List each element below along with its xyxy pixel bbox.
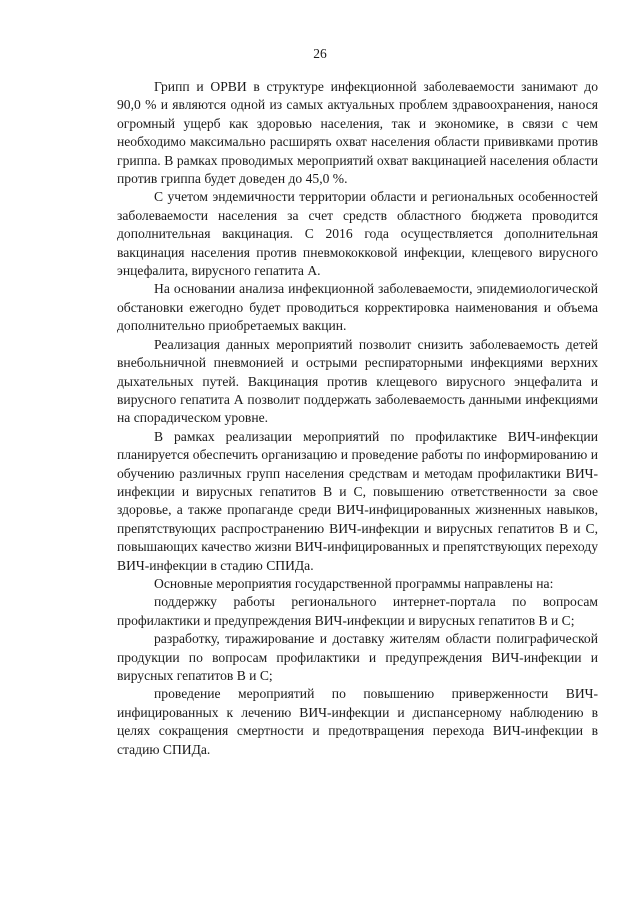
- list-item-printed-materials: разработку, тиражирование и доставку жителям области полиграфической продукции по вопросам профилактики и предупреждения ВИЧ-инфекции и вирусных гепатитов В и С;: [117, 631, 598, 683]
- list-item-treatment-adherence: проведение мероприятий по повышению приверженности ВИЧ-инфицированных к лечению ВИЧ-инфекции и диспансерному наблюдению в целях сокращения смертности и предотвращения перехода ВИЧ-инфекции в стадию СПИДа.: [117, 686, 598, 757]
- paragraph-additional-vaccination: С учетом эндемичности территории области и региональных особенностей заболеваемости населения за счет средств областного бюджета проводится дополнительная вакцинация. С 2016 года осуществляется дополнительная вакцинация населения против пневмококковой инфекции, клещевого вирусного энцефалита, вирусного гепатита А.: [117, 189, 598, 279]
- paragraph-main-activities-intro: Основные мероприятия государственной программы направлены на:: [154, 575, 554, 591]
- body-text: [117, 78, 598, 759]
- list-item-internet-portal: поддержку работы регионального интернет-портала по вопросам профилактики и предупреждения ВИЧ-инфекции и вирусных гепатитов В и С;: [117, 594, 598, 628]
- paragraph-vaccine-adjustment: На основании анализа инфекционной заболеваемости, эпидемиологической обстановки ежегодно будет проводиться корректировка наименования и объема дополнительно приобретаемых вакцин.: [117, 281, 598, 334]
- page-number: 26: [313, 46, 327, 61]
- paragraph-expected-results: Реализация данных мероприятий позволит снизить заболеваемость детей внебольничной пневмонией и острыми респираторными инфекциями верхних дыхательных путей. Вакцинация против клещевого вирусного энцефалита и вирусного гепатита А позволит поддержать заболеваемость данными инфекциями на спорадическом уровне.: [117, 336, 598, 426]
- paragraph-influenza: Грипп и ОРВИ в структуре инфекционной заболеваемости занимают до 90,0 % и являются одной из самых актуальных проблем здравоохранения, нанося огромный ущерб как здоровью населения, так и экономике, в связи с чем необходимо максимально расширять охват населения области прививками против гриппа. В рамках проводимых мероприятий охват вакцинацией населения области против гриппа будет доведен до 45,0 %.: [117, 79, 598, 187]
- paragraph-hiv-prevention: В рамках реализации мероприятий по профилактике ВИЧ-инфекции планируется обеспечить организацию и проведение работы по информированию и обучению различных групп населения средствам и методам профилактики ВИЧ-инфекции и вирусных гепатитов В и С, повышению ответственности за свое здоровье, а также пропаганде среди ВИЧ-инфицированных жизненных навыков, препятствующих распространению ВИЧ-инфекции и вирусных гепатитов В и С, повышающих качество жизни ВИЧ-инфицированных и препятствующих переходу ВИЧ-инфекции в стадию СПИДа.: [117, 428, 598, 573]
